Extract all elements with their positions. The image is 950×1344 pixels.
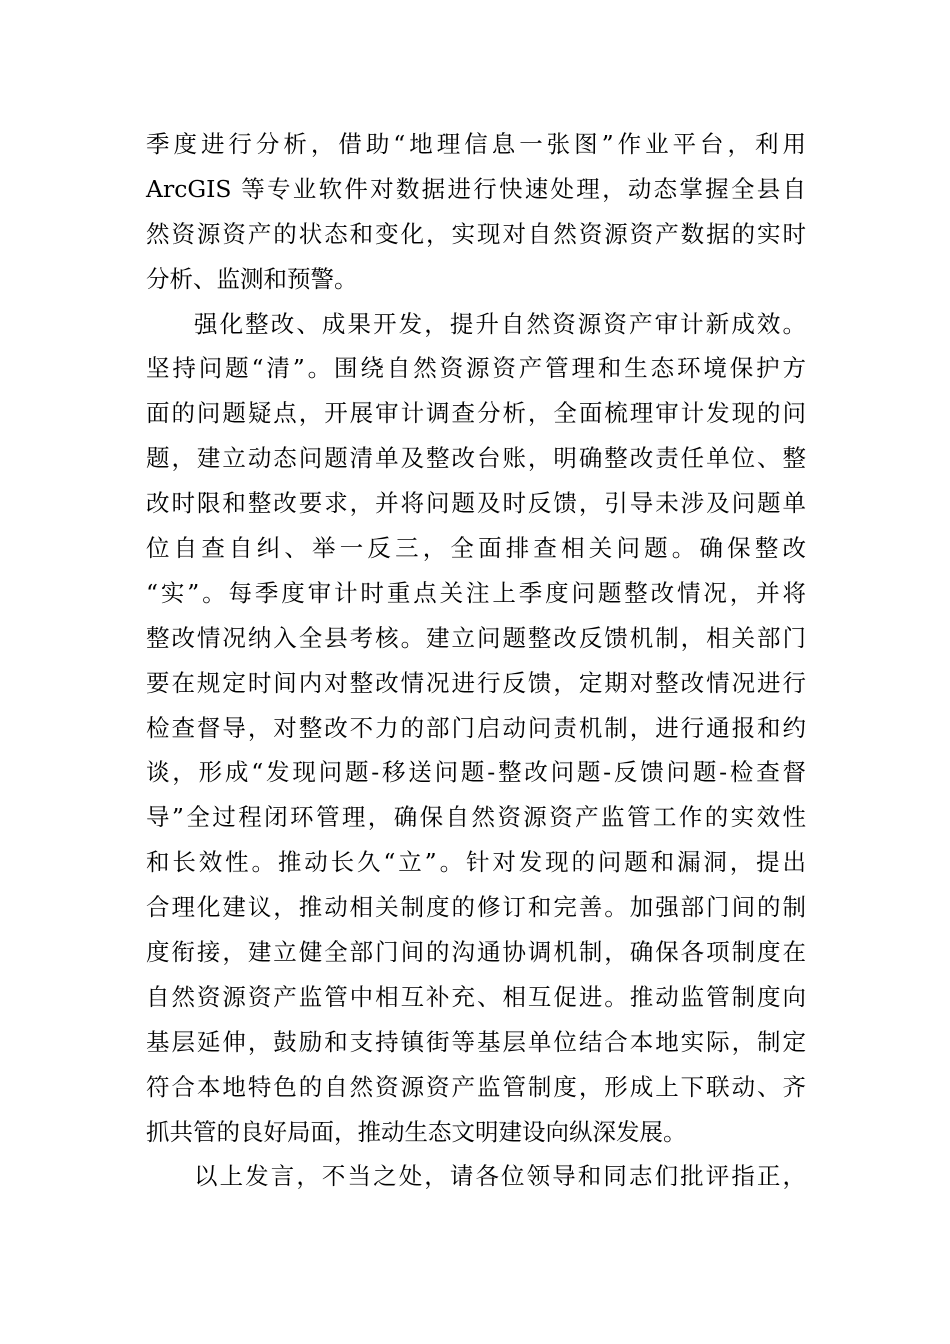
text-line: 要在规定时间内对整改情况进行反馈，定期对整改情况进行 (146, 668, 806, 697)
text-line: 合理化建议，推动相关制度的修订和完善。加强部门间的制 (146, 893, 806, 922)
text-line: 面的问题疑点，开展审计调查分析，全面梳理审计发现的问 (146, 399, 806, 428)
text-line: 抓共管的良好局面，推动生态文明建设向纵深发展。 (146, 1117, 687, 1146)
text-line: 和长效性。推动长久“立”。针对发现的问题和漏洞，提出 (146, 848, 806, 877)
text-line: 导”全过程闭环管理，确保自然资源资产监管工作的实效性 (146, 803, 806, 832)
body-text (146, 122, 806, 1199)
text-line: ArcGIS 等专业软件对数据进行快速处理，动态掌握全县自 (146, 174, 806, 203)
text-line: 基层延伸，鼓励和支持镇街等基层单位结合本地实际，制定 (146, 1027, 806, 1056)
text-line: 然资源资产的状态和变化，实现对自然资源资产数据的实时 (146, 219, 806, 248)
text-line: 强化整改、成果开发，提升自然资源资产审计新成效。 (194, 309, 806, 338)
text-line: 检查督导，对整改不力的部门启动问责机制，进行通报和约 (146, 713, 806, 742)
text-line: 度衔接，建立健全部门间的沟通协调机制，确保各项制度在 (146, 938, 806, 967)
text-line: 自然资源资产监管中相互补充、相互促进。推动监管制度向 (146, 982, 806, 1011)
text-line: 改时限和整改要求，并将问题及时反馈，引导未涉及问题单 (146, 489, 806, 518)
text-line: 以上发言，不当之处，请各位领导和同志们批评指正， (194, 1162, 806, 1191)
text-line: 位自查自纠、举一反三，全面排查相关问题。确保整改 (146, 534, 806, 563)
text-line: 谈，形成“发现问题-移送问题-整改问题-反馈问题-检查督 (146, 758, 806, 787)
text-line: 季度进行分析，借助“地理信息一张图”作业平台，利用 (146, 130, 806, 158)
text-line: 分析、监测和预警。 (146, 264, 358, 293)
text-line: 符合本地特色的自然资源资产监管制度，形成上下联动、齐 (146, 1072, 806, 1101)
text-line: 坚持问题“清”。围绕自然资源资产管理和生态环境保护方 (146, 354, 806, 383)
text-line: 题，建立动态问题清单及整改台账，明确整改责任单位、整 (146, 444, 806, 473)
text-line: 整改情况纳入全县考核。建立问题整改反馈机制，相关部门 (146, 623, 806, 652)
text-line: “实”。每季度审计时重点关注上季度问题整改情况，并将 (146, 578, 806, 607)
